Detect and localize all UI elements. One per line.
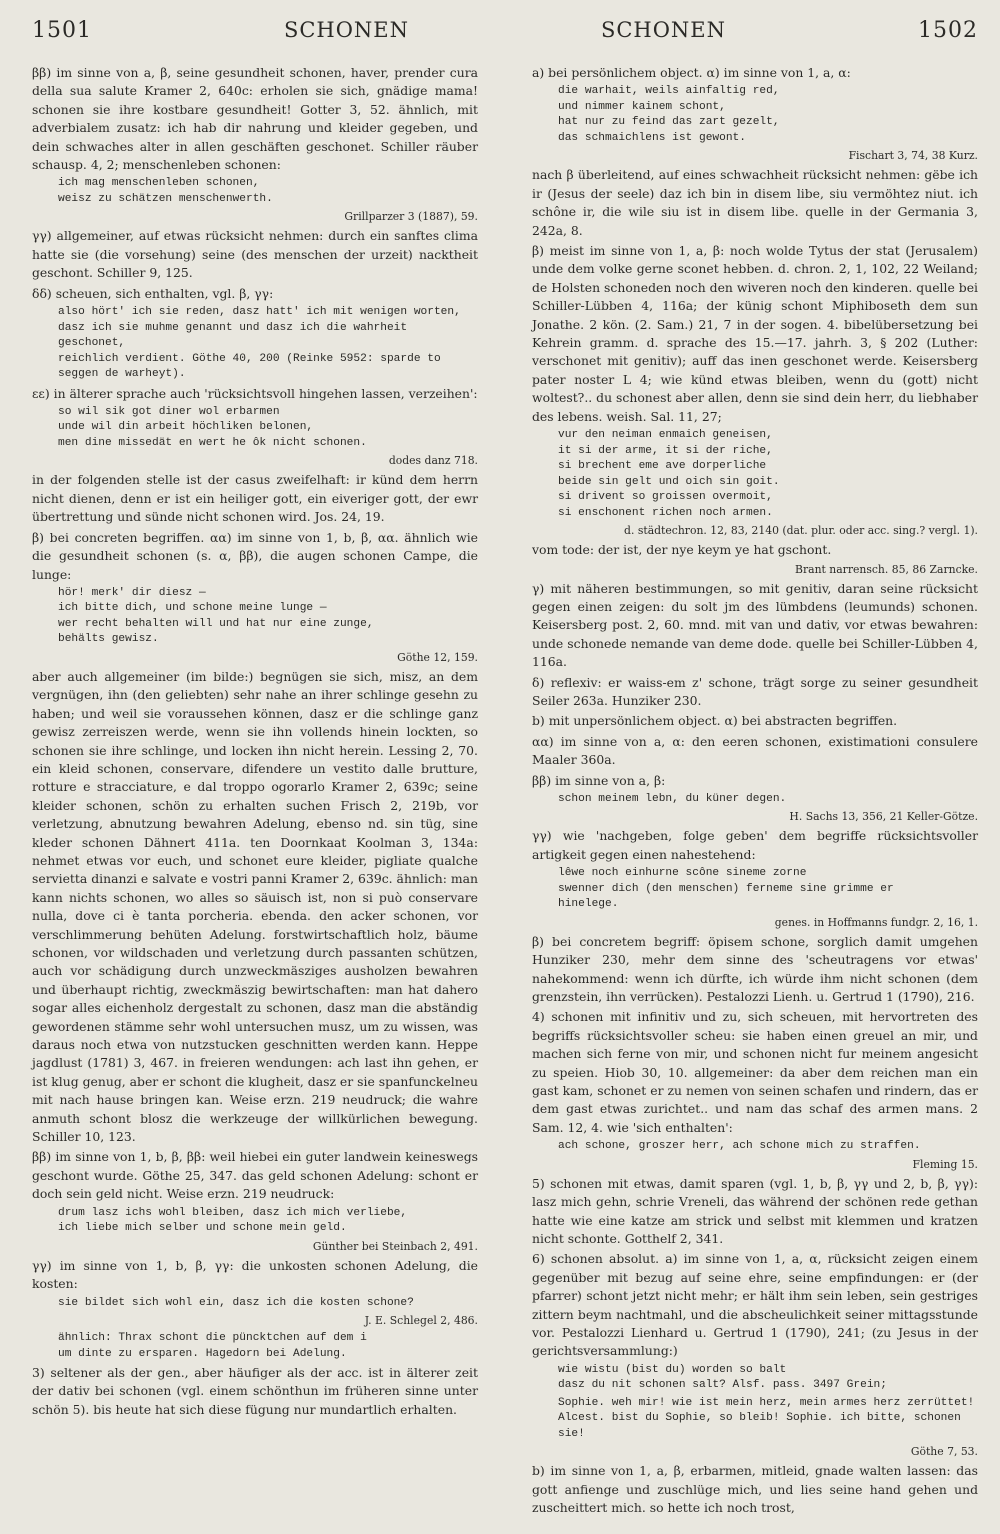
citation-source: Brant narrensch. 85, 86 Zarncke.	[795, 562, 978, 576]
entry-paragraph: ββ) im sinne von a, β:	[532, 772, 666, 788]
citation-source: Grillparzer 3 (1887), 59.	[344, 210, 478, 224]
entry-paragraph: ββ) im sinne von 1, b, β, ββ: weil hiebei ein guter landwein keineswegs geschont wurde. Göthe 25, 347. das geld schonen Adelung: schont er doch sein geld nicht. Weise erzn. 219 neudruck:	[32, 1149, 478, 1202]
citation-verse: wie wistu (bist du) worden so balt dasz du nit schonen salt? Alsf. pass. 3497 Grein;	[558, 1363, 887, 1392]
citation-verse: die warhait, weils ainfaltig red, und nimmer kainem schont, hat nur zu feind das zart gezelt, das schmaichlens ist gewont.	[558, 85, 780, 144]
citation-verse: ich mag menschenleben schonen, weisz zu schätzen menschenwerth.	[58, 177, 273, 205]
citation-source: Fischart 3, 74, 38 Kurz.	[848, 149, 978, 163]
citation-source: Günther bei Steinbach 2, 491.	[312, 1239, 478, 1253]
citation-verse: drum lasz ichs wohl bleiben, dasz ich mich verliebe, ich liebe mich selber und schone mein geld.	[58, 1206, 408, 1235]
citation-verse: ähnlich: Thrax schont die püncktchen auf dem i um dinte zu ersparen. Hagedorn bei Adelung.	[58, 1332, 367, 1360]
citation-verse: vur den neiman enmaich geneisen, it si der arme, it si der riche, si brechent eme ave dorperliche beide sin gelt und oich sin goit. si drivent so groissen overmoit, si enschonent richen noch armen.	[558, 429, 780, 519]
entry-paragraph: γγ) im sinne von 1, b, β, γγ: die unkosten schonen Adelung, die kosten:	[32, 1257, 478, 1292]
entry-paragraph: β) bei concreten begriffen. αα) im sinne von 1, b, β, αα. ähnlich wie die gesundheit schonen (s. α, ββ), die augen schonen Campe, die lunge:	[32, 529, 478, 582]
page-header	[32, 18, 978, 54]
citation-verse: ach schone, groszer herr, ach schone mich zu straffen.	[558, 1140, 921, 1153]
right-column	[532, 64, 978, 1520]
entry-paragraph: b) mit unpersönlichem object. α) bei abstracten begriffen.	[532, 713, 898, 729]
entry-paragraph: αα) im sinne von a, α: den eeren schonen, existimationi consulere Maaler 360a.	[532, 733, 978, 768]
citation-source: genes. in Hoffmanns fundgr. 2, 16, 1.	[774, 915, 978, 929]
citation-verse: also hört' ich sie reden, dasz hatt' ich mit wenigen worten, dasz ich sie muhme genannt und dasz ich die wahrheit geschonet, reichlich verdient. Göthe 40, 200 (Reinke 5952: sparde to seggen de warheyt).	[58, 306, 461, 381]
entry-paragraph: εε) in älterer sprache auch 'rücksichtsvoll hingehen lassen, verzeihen':	[32, 385, 478, 401]
entry-paragraph: γ) mit näheren bestimmungen, so mit genitiv, daran seine rücksicht gegen einen zeigen: du solt jm des lümbdens (leumunds) schonen. Keisersberg post. 2, 60. mnd. mit van und dativ, vor etwas bewahren: unde schonede nemande van deme dode. quelle bei Schiller-Lübben 4, 116a.	[532, 580, 978, 670]
entry-paragraph: b) im sinne von 1, a, β, erbarmen, mitleid, gnade walten lassen: das gott anfienge und zuschlüge mich, und lies seine hand gehen und zuscheittert mich. so hette ich noch trost,	[532, 1463, 978, 1516]
citation-verse: Sophie. weh mir! wie ist mein herz, mein armes herz zerrüttet! Alcest. bist du Sophie, so bleib! Sophie. ich bitte, schonen sie!	[558, 1396, 975, 1440]
left-page-number: 1501	[32, 18, 92, 43]
entry-paragraph: in der folgenden stelle ist der casus zweifelhaft: ir künd dem herrn nicht dienen, denn er ist ein heiliger gott, ein eiveriger gott, der ewr übertrettung und sünde nicht schonen wird. Jos. 24, 19.	[32, 472, 478, 525]
entry-paragraph: β) bei concretem begriff: öpisem schone, sorglich damit umgehen Hunziker 230, mehr dem sinne des 'scheutragens vor etwas' nahekommend: wenn ich dürfte, ich würde ihm nicht schonen (dem grenzstein, ihn verrücken). Pestalozzi Lienh. u. Gertrud 1 (1790), 216.	[532, 933, 978, 1004]
citation-source: Fleming 15.	[912, 1157, 978, 1171]
citation-source: Göthe 7, 53.	[910, 1445, 978, 1459]
entry-paragraph: a) bei persönlichem object. α) im sinne von 1, a, α:	[532, 65, 851, 80]
citation-verse: sie bildet sich wohl ein, dasz ich die kosten schone?	[58, 1296, 414, 1309]
entry-paragraph: vom tode: der ist, der nye keym ye hat gschont.	[532, 542, 832, 558]
entry-paragraph: δδ) scheuen, sich enthalten, vgl. β, γγ:	[32, 285, 274, 301]
citation-source: d. städtechron. 12, 83, 2140 (dat. plur. oder acc. sing.? vergl. 1).	[624, 524, 978, 538]
citation-source: Göthe 12, 159.	[397, 650, 478, 664]
right-running-headword: SCHONEN	[600, 18, 727, 42]
entry-paragraph: γγ) allgemeiner, auf etwas rücksicht nehmen: durch ein sanftes clima hatte sie (die vorsehung) seine (des menschen der urzeit) nacktheit geschont. Schiller 9, 125.	[32, 228, 478, 281]
citation-verse: hör! merk' dir diesz — ich bitte dich, und schone meine lunge — wer recht behalten will und hat nur eine zunge, behälts gewisz.	[58, 586, 374, 646]
entry-paragraph: ββ) im sinne von a, β, seine gesundheit schonen, haver, prender cura della sua salute Kramer 2, 640c: erholen sie sich, gnädige mama! schonen sie ihre kostbare gesundheit! Gotter 3, 52. ähnlich, mit adverbialem zusatz: ich hab dir nahrung und kleider gegeben, und dein schwaches alter in allen geschäften geschonet. Schiller räuber schausp. 4, 2; menschenleben schonen:	[32, 65, 478, 173]
entry-paragraph: 4) schonen mit infinitiv und zu, sich scheuen, mit hervortreten des begriffs rücksichtsvoller scheu: sie haben einen greuel an mir, und machen sich ferne von mir, und schonen nicht fur meinem angesicht zu speien. Hiob 30, 10. allgemeiner: da aber dem reichen man ein gast kam, schonet er zu nemen von seinen schafen und rindern, das er dem gast etwas zurichtet.. und nam das schaf des armen mans. 2 Sam. 12, 4. wie 'sich enthalten':	[532, 1009, 978, 1135]
citation-verse: lêwe noch einhurne scône sineme zorne swenner dich (den menschen) ferneme sine grimme er hinelege.	[558, 867, 894, 911]
entry-paragraph: nach β überleitend, auf eines schwachheit rücksicht nehmen: gëbe ich ir (Jesus der seele) daz ich bin in disem libe, siu vermöhtez niut. ich schône ir, die wile siu ist in disem libe. quelle in der Germania 3, 242a, 8.	[532, 167, 978, 238]
entry-paragraph: 3) seltener als der gen., aber häufiger als der acc. ist in älterer zeit der dativ bei schonen (vgl. einem schönthun im früheren sinne unter schön 5). bis heute hat sich diese fügung nur mundartlich erhalten.	[32, 1365, 478, 1417]
left-column	[32, 64, 478, 1520]
right-page-number: 1502	[917, 18, 978, 43]
entry-paragraph: 5) schonen mit etwas, damit sparen (vgl. 1, b, β, γγ und 2, b, β, γγ): lasz mich gehn, schrie Vreneli, das während der schönen rede gethan hatte wie eine katze am strick und selbst mit klemmen und kratzen nicht schonte. Gotthelf 2, 341.	[532, 1175, 978, 1246]
columns	[32, 64, 978, 1520]
citation-verse: schon meinem lebn, du küner degen.	[558, 792, 787, 805]
entry-paragraph: 6) schonen absolut. a) im sinne von 1, a, α, rücksicht zeigen einem gegenüber mit bezug auf seine ehre, seine empfindungen: er (der pfarrer) schont jetzt nicht mehr; er hält ihm sein leben, sein gestriges zittern beym nachtmahl, und die abscheulichkeit seiner mittagsstunde vor. Pestalozzi Lienhard u. Gertrud 1 (1790), 241; (zu Jesus in der gerichtsversammlung:)	[532, 1251, 978, 1359]
citation-source: dodes danz 718.	[388, 454, 478, 468]
entry-paragraph: β) meist im sinne von 1, a, β: noch wolde Tytus der stat (Jerusalem) unde dem volke gerne sconet hebben. d. chron. 2, 1, 102, 22 Weiland; de Holsten schoneden noch den wiveren noch den kinderen. quelle bei Schiller-Lübben 4, 116a; der künig schont Miphiboseth dem sun Jonathe. 2 kön. (2. Sam.) 21, 7 in der sogen. 4. bibelübersetzung bei Kehrein gramm. d. sprache des 15.—17. jahrh. 3, § 202 (Luther: verschonet mit genitiv); auff das inen geschonet werde. Keisersberg pater noster L 4; wie künd etwas bleiben, wenn du (gott) nicht woltest?.. du schonest aber allen, denn sie sind dein herr, du liebhaber des lebens. weish. Sal. 11, 27;	[532, 243, 978, 424]
entry-paragraph: γγ) wie 'nachgeben, folge geben' dem begriffe rücksichtsvoller artigkeit gegen einen nahestehend:	[532, 828, 978, 862]
citation-verse: so wil sik got diner wol erbarmen unde wil din arbeit höchliken belonen, men dine missedät en wert he ôk nicht schonen.	[58, 405, 367, 449]
citation-source: J. E. Schlegel 2, 486.	[364, 1314, 478, 1327]
left-running-headword: SCHONEN	[283, 18, 410, 42]
citation-source: H. Sachs 13, 356, 21 Keller-Götze.	[789, 810, 978, 824]
entry-paragraph: δ) reflexiv: er waiss-em z' schone, trägt sorge zu seiner gesundheit Seiler 263a. Hunziker 230.	[532, 674, 978, 708]
entry-paragraph: aber auch allgemeiner (im bilde:) begnügen sie sich, misz, an dem vergnügen, ihn (den geliebten) sehr nahe an ihrer schlinge gesehn zu haben; und weil sie voraussehen können, dasz er die schlinge ganz gewisz zerreiszen werde, wenn sie ihn vollends hinein lockten, so schonen sie ihre schlinge, und locken ihn nicht herein. Lessing 2, 70. ein kleid schonen, conservare, difendere un vestito dalle brutture, rotture e stracciature, e dal troppo ogorarlo Kramer 2, 639c; seine kleider schonen, schön zu erhalten suchen Frisch 2, 219b, vor verletzung, abnutzung bewahren Adelung, ebenso nd. sin tüg, sine kleder schonen Dähnert 411a. ten Doornkaat Koolman 3, 134a: nehmet etwas vor euch, und schonet eure kleider, pigliate qualche servietta dinanzi e salvate e vostri panni Kramer 2, 639c. ähnlich: man kann nichts schonen, wo alles so säuisch ist, non si può conservare nulla, dove ci è tanta porcheria. ebenda. den acker schonen, vor verschlimmerung behüten Adelung. forstwirtschaftlich holz, bäume schonen, vor wildschaden und verletzung durch passanten schützen, auch vor schädigung durch unzweckmäsziges ausholzen bewahren und überhaupt richtig, zweckmäszig bewirtschaften: man hat dahero sogar alles eichenholz dergestalt zu schonen, dasz man die abständig gewordenen stämme sehr wohl untersuchen musz, um zu wissen, was daraus noch etwa von nutzstucken geschnitten werden kann. Heppe jagdlust (1781) 3, 467. in freieren wendungen: ach last ihn gehen, er ist klug genug, aber er schont die klugheit, dasz er sie spanfunckelneu mit nach hause bringen kan. Weise erzn. 219 neudruck; die wahre anmuth schont blosz die werkzeuge der willkürlichen bewegung. Schiller 10, 123.	[32, 668, 478, 1145]
